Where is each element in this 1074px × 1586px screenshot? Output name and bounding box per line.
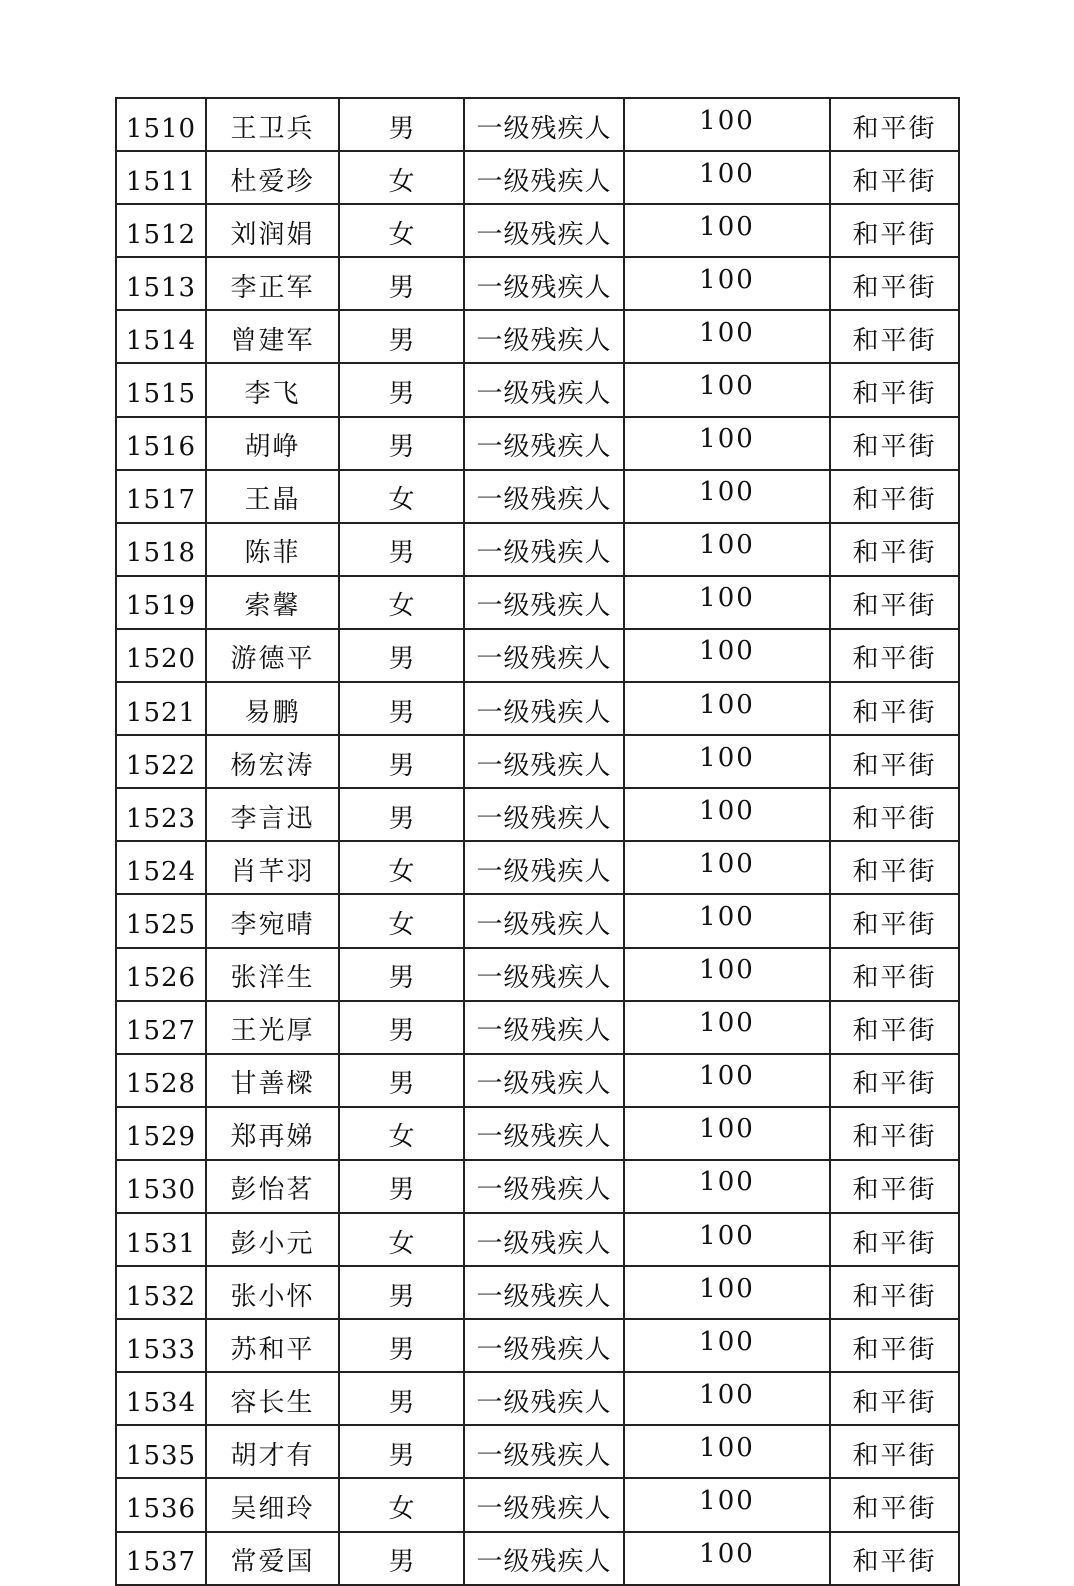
street-cell: 和平街	[830, 1054, 959, 1107]
name-cell: 胡峥	[206, 417, 339, 470]
street-cell: 和平街	[830, 1319, 959, 1372]
name-cell: 李言迅	[206, 788, 339, 841]
amount-cell: 100	[624, 363, 830, 416]
amount-cell: 100	[624, 788, 830, 841]
table-row	[116, 470, 959, 523]
disability-subsidy-table	[115, 97, 960, 1586]
disability-level-cell: 一级残疾人	[464, 310, 624, 363]
gender-cell: 女	[339, 1107, 464, 1160]
name-cell: 苏和平	[206, 1319, 339, 1372]
table-row	[116, 1054, 959, 1107]
disability-level-cell: 一级残疾人	[464, 257, 624, 310]
table-row	[116, 894, 959, 947]
street-cell: 和平街	[830, 98, 959, 151]
amount-cell: 100	[624, 204, 830, 257]
amount-cell: 100	[624, 1425, 830, 1478]
table-row	[116, 576, 959, 629]
row-number-cell: 1513	[116, 257, 206, 310]
name-cell: 易鹏	[206, 682, 339, 735]
table-row	[116, 1372, 959, 1425]
gender-cell: 男	[339, 1160, 464, 1213]
row-number-cell: 1525	[116, 894, 206, 947]
gender-cell: 男	[339, 1425, 464, 1478]
table-row	[116, 1107, 959, 1160]
amount-cell: 100	[624, 1532, 830, 1585]
disability-level-cell: 一级残疾人	[464, 1319, 624, 1372]
street-cell: 和平街	[830, 788, 959, 841]
street-cell: 和平街	[830, 735, 959, 788]
disability-level-cell: 一级残疾人	[464, 1266, 624, 1319]
table-row	[116, 417, 959, 470]
gender-cell: 男	[339, 417, 464, 470]
name-cell: 王光厚	[206, 1001, 339, 1054]
table-row	[116, 257, 959, 310]
name-cell: 刘润娟	[206, 204, 339, 257]
name-cell: 张小怀	[206, 1266, 339, 1319]
table-row	[116, 1319, 959, 1372]
name-cell: 容长生	[206, 1372, 339, 1425]
disability-level-cell: 一级残疾人	[464, 894, 624, 947]
gender-cell: 女	[339, 204, 464, 257]
disability-level-cell: 一级残疾人	[464, 948, 624, 1001]
gender-cell: 男	[339, 1372, 464, 1425]
table-row	[116, 1532, 959, 1585]
street-cell: 和平街	[830, 1372, 959, 1425]
table-row	[116, 523, 959, 576]
table-row	[116, 363, 959, 416]
gender-cell: 男	[339, 735, 464, 788]
disability-level-cell: 一级残疾人	[464, 523, 624, 576]
amount-cell: 100	[624, 98, 830, 151]
name-cell: 胡才有	[206, 1425, 339, 1478]
street-cell: 和平街	[830, 204, 959, 257]
document-table-container	[115, 97, 960, 1586]
street-cell: 和平街	[830, 576, 959, 629]
amount-cell: 100	[624, 1478, 830, 1531]
row-number-cell: 1519	[116, 576, 206, 629]
row-number-cell: 1517	[116, 470, 206, 523]
disability-level-cell: 一级残疾人	[464, 735, 624, 788]
street-cell: 和平街	[830, 1107, 959, 1160]
disability-level-cell: 一级残疾人	[464, 629, 624, 682]
street-cell: 和平街	[830, 841, 959, 894]
name-cell: 曾建军	[206, 310, 339, 363]
row-number-cell: 1520	[116, 629, 206, 682]
disability-level-cell: 一级残疾人	[464, 363, 624, 416]
amount-cell: 100	[624, 841, 830, 894]
disability-level-cell: 一级残疾人	[464, 1425, 624, 1478]
gender-cell: 男	[339, 310, 464, 363]
row-number-cell: 1530	[116, 1160, 206, 1213]
table-body	[116, 98, 959, 1585]
disability-level-cell: 一级残疾人	[464, 470, 624, 523]
disability-level-cell: 一级残疾人	[464, 1213, 624, 1266]
disability-level-cell: 一级残疾人	[464, 1372, 624, 1425]
table-row	[116, 151, 959, 204]
row-number-cell: 1534	[116, 1372, 206, 1425]
gender-cell: 女	[339, 1478, 464, 1531]
disability-level-cell: 一级残疾人	[464, 151, 624, 204]
name-cell: 吴细玲	[206, 1478, 339, 1531]
name-cell: 游德平	[206, 629, 339, 682]
disability-level-cell: 一级残疾人	[464, 98, 624, 151]
street-cell: 和平街	[830, 1532, 959, 1585]
amount-cell: 100	[624, 257, 830, 310]
gender-cell: 女	[339, 576, 464, 629]
row-number-cell: 1531	[116, 1213, 206, 1266]
row-number-cell: 1532	[116, 1266, 206, 1319]
row-number-cell: 1537	[116, 1532, 206, 1585]
name-cell: 彭怡茗	[206, 1160, 339, 1213]
gender-cell: 男	[339, 1001, 464, 1054]
row-number-cell: 1535	[116, 1425, 206, 1478]
table-row	[116, 310, 959, 363]
amount-cell: 100	[624, 310, 830, 363]
street-cell: 和平街	[830, 1266, 959, 1319]
row-number-cell: 1521	[116, 682, 206, 735]
name-cell: 杨宏涛	[206, 735, 339, 788]
street-cell: 和平街	[830, 894, 959, 947]
amount-cell: 100	[624, 894, 830, 947]
amount-cell: 100	[624, 1160, 830, 1213]
name-cell: 张洋生	[206, 948, 339, 1001]
name-cell: 杜爱珍	[206, 151, 339, 204]
name-cell: 王卫兵	[206, 98, 339, 151]
table-row	[116, 735, 959, 788]
gender-cell: 男	[339, 788, 464, 841]
amount-cell: 100	[624, 1372, 830, 1425]
table-row	[116, 1478, 959, 1531]
street-cell: 和平街	[830, 1478, 959, 1531]
table-row	[116, 682, 959, 735]
name-cell: 肖芊羽	[206, 841, 339, 894]
amount-cell: 100	[624, 151, 830, 204]
row-number-cell: 1529	[116, 1107, 206, 1160]
amount-cell: 100	[624, 1001, 830, 1054]
disability-level-cell: 一级残疾人	[464, 1478, 624, 1531]
name-cell: 彭小元	[206, 1213, 339, 1266]
amount-cell: 100	[624, 629, 830, 682]
disability-level-cell: 一级残疾人	[464, 841, 624, 894]
gender-cell: 男	[339, 363, 464, 416]
row-number-cell: 1512	[116, 204, 206, 257]
row-number-cell: 1528	[116, 1054, 206, 1107]
gender-cell: 女	[339, 1213, 464, 1266]
amount-cell: 100	[624, 1266, 830, 1319]
row-number-cell: 1533	[116, 1319, 206, 1372]
disability-level-cell: 一级残疾人	[464, 417, 624, 470]
table-row	[116, 1001, 959, 1054]
table-row	[116, 841, 959, 894]
disability-level-cell: 一级残疾人	[464, 1054, 624, 1107]
gender-cell: 男	[339, 257, 464, 310]
street-cell: 和平街	[830, 417, 959, 470]
table-row	[116, 1160, 959, 1213]
gender-cell: 女	[339, 894, 464, 947]
street-cell: 和平街	[830, 1001, 959, 1054]
row-number-cell: 1527	[116, 1001, 206, 1054]
gender-cell: 男	[339, 523, 464, 576]
gender-cell: 女	[339, 151, 464, 204]
table-row	[116, 948, 959, 1001]
disability-level-cell: 一级残疾人	[464, 682, 624, 735]
gender-cell: 男	[339, 1266, 464, 1319]
gender-cell: 男	[339, 629, 464, 682]
row-number-cell: 1514	[116, 310, 206, 363]
street-cell: 和平街	[830, 310, 959, 363]
gender-cell: 男	[339, 98, 464, 151]
name-cell: 甘善樑	[206, 1054, 339, 1107]
table-row	[116, 788, 959, 841]
row-number-cell: 1522	[116, 735, 206, 788]
row-number-cell: 1516	[116, 417, 206, 470]
street-cell: 和平街	[830, 151, 959, 204]
name-cell: 郑再娣	[206, 1107, 339, 1160]
name-cell: 索馨	[206, 576, 339, 629]
name-cell: 李正军	[206, 257, 339, 310]
street-cell: 和平街	[830, 629, 959, 682]
disability-level-cell: 一级残疾人	[464, 1532, 624, 1585]
disability-level-cell: 一级残疾人	[464, 1160, 624, 1213]
disability-level-cell: 一级残疾人	[464, 576, 624, 629]
gender-cell: 男	[339, 1054, 464, 1107]
table-row	[116, 1213, 959, 1266]
amount-cell: 100	[624, 576, 830, 629]
table-row	[116, 98, 959, 151]
name-cell: 李飞	[206, 363, 339, 416]
disability-level-cell: 一级残疾人	[464, 1001, 624, 1054]
name-cell: 李宛晴	[206, 894, 339, 947]
row-number-cell: 1511	[116, 151, 206, 204]
name-cell: 常爱国	[206, 1532, 339, 1585]
disability-level-cell: 一级残疾人	[464, 788, 624, 841]
row-number-cell: 1523	[116, 788, 206, 841]
amount-cell: 100	[624, 523, 830, 576]
table-row	[116, 204, 959, 257]
street-cell: 和平街	[830, 948, 959, 1001]
table-row	[116, 1425, 959, 1478]
street-cell: 和平街	[830, 363, 959, 416]
street-cell: 和平街	[830, 523, 959, 576]
street-cell: 和平街	[830, 1160, 959, 1213]
amount-cell: 100	[624, 470, 830, 523]
street-cell: 和平街	[830, 470, 959, 523]
gender-cell: 男	[339, 1319, 464, 1372]
row-number-cell: 1536	[116, 1478, 206, 1531]
amount-cell: 100	[624, 1319, 830, 1372]
gender-cell: 男	[339, 1532, 464, 1585]
street-cell: 和平街	[830, 1213, 959, 1266]
gender-cell: 女	[339, 841, 464, 894]
street-cell: 和平街	[830, 682, 959, 735]
row-number-cell: 1510	[116, 98, 206, 151]
amount-cell: 100	[624, 735, 830, 788]
street-cell: 和平街	[830, 1425, 959, 1478]
name-cell: 陈菲	[206, 523, 339, 576]
row-number-cell: 1518	[116, 523, 206, 576]
amount-cell: 100	[624, 948, 830, 1001]
row-number-cell: 1524	[116, 841, 206, 894]
amount-cell: 100	[624, 1054, 830, 1107]
table-row	[116, 629, 959, 682]
amount-cell: 100	[624, 417, 830, 470]
amount-cell: 100	[624, 682, 830, 735]
gender-cell: 男	[339, 682, 464, 735]
gender-cell: 男	[339, 948, 464, 1001]
street-cell: 和平街	[830, 257, 959, 310]
gender-cell: 女	[339, 470, 464, 523]
row-number-cell: 1515	[116, 363, 206, 416]
amount-cell: 100	[624, 1213, 830, 1266]
row-number-cell: 1526	[116, 948, 206, 1001]
amount-cell: 100	[624, 1107, 830, 1160]
table-row	[116, 1266, 959, 1319]
name-cell: 王晶	[206, 470, 339, 523]
disability-level-cell: 一级残疾人	[464, 204, 624, 257]
disability-level-cell: 一级残疾人	[464, 1107, 624, 1160]
